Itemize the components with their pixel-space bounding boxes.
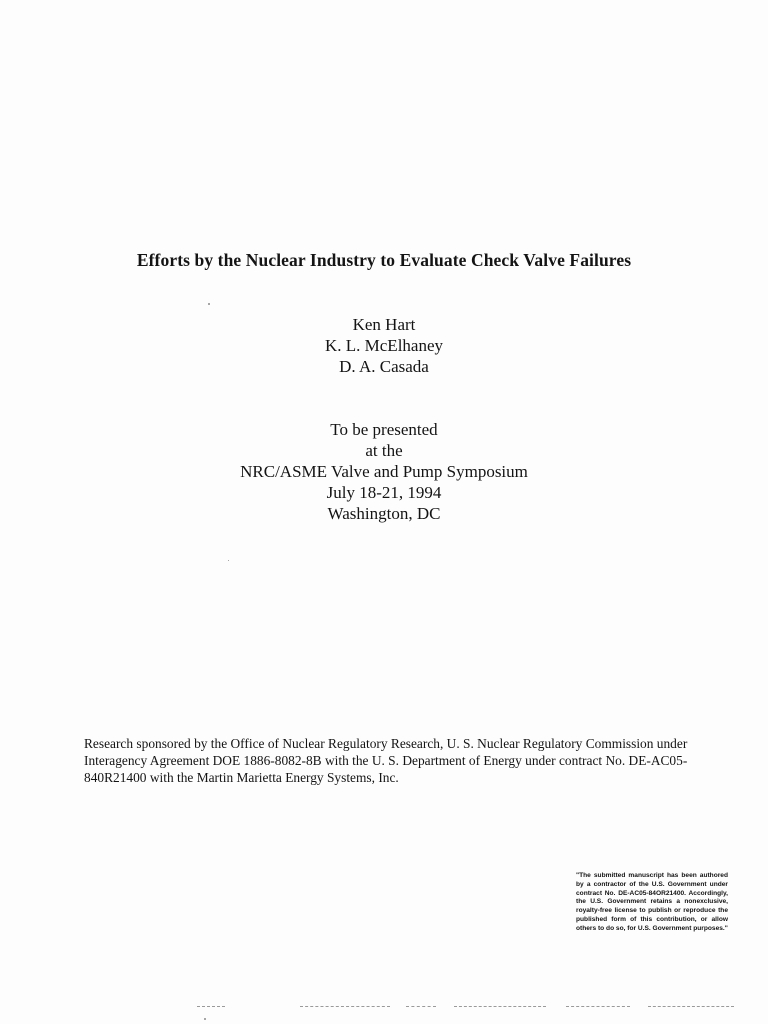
event-name: NRC/ASME Valve and Pump Symposium <box>240 462 528 481</box>
scan-artifact-line <box>454 1006 546 1008</box>
scan-speck <box>204 1018 206 1020</box>
scan-speck <box>208 303 210 305</box>
document-title: Efforts by the Nuclear Industry to Evaluate Check Valve Failures <box>136 250 632 270</box>
sponsor-note: Research sponsored by the Office of Nuclear Regulatory Research, U. S. Nuclear Regulatory Commission under Interagency Agreement DOE 1886-8082-8B with the U. S. Department of Energy under contract No. DE-AC05-840R21400 with the Martin Marietta Energy Systems, Inc. <box>84 736 688 785</box>
scan-artifact-line <box>300 1006 390 1008</box>
scan-artifact-line <box>566 1006 630 1008</box>
scan-artifact-line <box>406 1006 436 1008</box>
author-name: D. A. Casada <box>339 357 429 376</box>
copyright-disclaimer: "The submitted manuscript has been authored by a contractor of the U.S. Government under contract No. DE-AC05-84OR21400. Accordingly, the U.S. Government retains a nonexclusive, royalty-free license to publish or reproduce the published form of this contribution, or allow others to do so, for U.S. Government purposes." <box>576 872 728 932</box>
scan-speck <box>228 560 229 561</box>
author-name: Ken Hart <box>352 315 416 334</box>
author-list <box>0 314 768 377</box>
scan-artifact-line <box>197 1006 225 1008</box>
event-location: Washington, DC <box>327 504 441 523</box>
presentation-info <box>0 419 768 524</box>
presentation-line: at the <box>365 441 403 460</box>
event-dates: July 18-21, 1994 <box>326 483 442 502</box>
author-name: K. L. McElhaney <box>324 336 444 355</box>
presentation-line: To be presented <box>330 420 438 439</box>
scan-artifact-line <box>648 1006 734 1008</box>
